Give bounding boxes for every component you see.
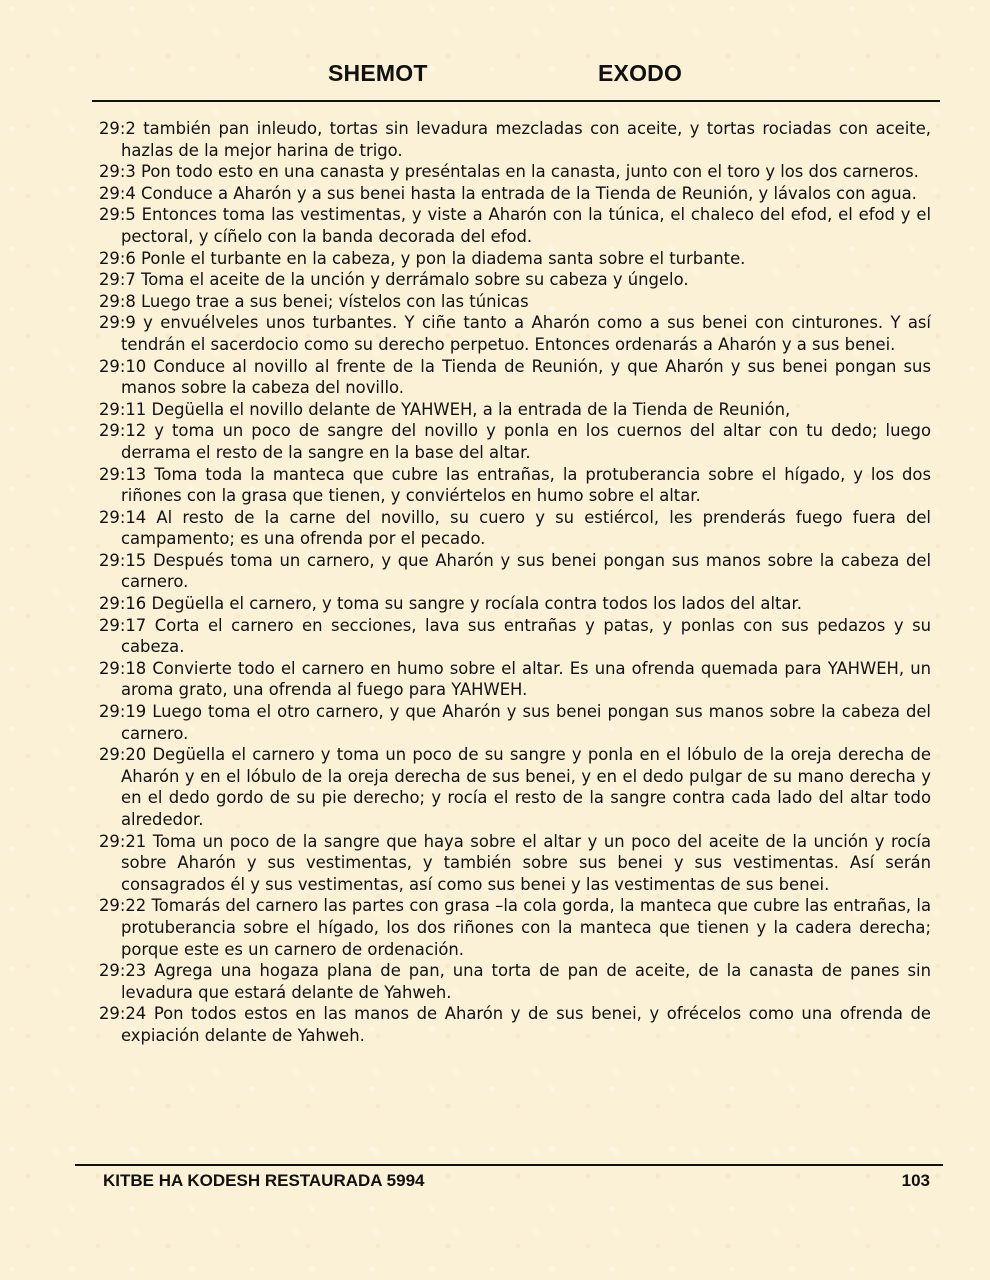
verse-29-5: 29:5 Entonces toma las vestimentas, y viste a Aharón con la túnica, el chaleco del efod, el efod y el pectoral, y cíñelo con la banda decorada del efod. (99, 205, 931, 246)
verse-29-19: 29:19 Luego toma el otro carnero, y que Aharón y sus benei pongan sus manos sobre la cabeza del carnero. (99, 702, 931, 743)
header-book-hebrew-title: SHEMOT (328, 60, 428, 86)
verse-29-18: 29:18 Convierte todo el carnero en humo sobre el altar. Es una ofrenda quemada para YAHWEH, un aroma grato, una ofrenda al fuego para YAHWEH. (99, 658, 931, 700)
verse-29-3: 29:3 Pon todo esto en una canasta y preséntalas en la canasta, junto con el toro y los dos carneros. (99, 162, 919, 182)
verse-29-24: 29:24 Pon todos estos en las manos de Aharón y de sus benei, y ofrécelos como una ofrenda de expiación delante de Yahweh. (99, 1004, 931, 1045)
verse-29-21: 29:21 Toma un poco de la sangre que haya sobre el altar y un poco del aceite de la unción y rocía sobre Aharón y sus vestimentas, y también sobre sus benei y sus vestimentas. Así serán consagrados él y sus vestimentas, así como sus benei y las vestimentas de sus benei. (99, 831, 931, 894)
verse-29-17: 29:17 Corta el carnero en secciones, lava sus entrañas y patas, y ponlas con sus pedazos y su cabeza. (99, 615, 931, 657)
verse-29-22: 29:22 Tomarás del carnero las partes con grasa –la cola gorda, la manteca que cubre las entrañas, la protuberancia sobre el hígado, los dos riñones con la manteca que tienen y la cadera derecha; porque este es un carnero de ordenación. (99, 896, 931, 959)
verse-29-15: 29:15 Después toma un carnero, y que Aharón y sus benei pongan sus manos sobre la cabeza del carnero. (99, 550, 931, 592)
verse-29-11: 29:11 Degüella el novillo delante de YAHWEH, a la entrada de la Tienda de Reunión, (99, 399, 791, 419)
header-book-spanish-title: EXODO (598, 60, 683, 86)
verse-29-10: 29:10 Conduce al novillo al frente de la Tienda de Reunión, y que Aharón y sus benei pongan sus manos sobre la cabeza del novillo. (99, 356, 931, 398)
page-number: 103 (901, 1171, 930, 1190)
verse-29-9: 29:9 y envuélveles unos turbantes. Y ciñe tanto a Aharón como a sus benei con cinturones. Y así tendrán el sacerdocio como su derecho perpetuo. Entonces ordenarás a Aharón y a sus benei. (99, 313, 931, 354)
running-header (0, 56, 990, 96)
verse-29-8: 29:8 Luego trae a sus benei; vístelos con las túnicas (99, 291, 529, 311)
verse-29-20: 29:20 Degüella el carnero y toma un poco de su sangre y ponla en el lóbulo de la oreja derecha de Aharón y en el lóbulo de la oreja derecha de sus benei, y en el dedo pulgar de su mano derecha y en el dedo gordo de su pie derecho; y rocía el resto de la sangre contra cada lado del altar todo alrededor. (99, 745, 931, 829)
verse-29-7: 29:7 Toma el aceite de la unción y derrámalo sobre su cabeza y úngelo. (99, 270, 689, 290)
footer-book-title: KITBE HA KODESH RESTAURADA 5994 (103, 1171, 425, 1190)
verse-29-6: 29:6 Ponle el turbante en la cabeza, y pon la diadema santa sobre el turbante. (99, 248, 746, 268)
verse-29-23: 29:23 Agrega una hogaza plana de pan, una torta de pan de aceite, de la canasta de panes sin levadura que estará delante de Yahweh. (99, 961, 931, 1002)
verse-29-2: 29:2 también pan inleudo, tortas sin levadura mezcladas con aceite, y tortas rociadas con aceite, hazlas de la mejor harina de trigo. (99, 119, 931, 160)
verse-29-13: 29:13 Toma toda la manteca que cubre las entrañas, la protuberancia sobre el hígado, y los dos riñones con la grasa que tienen, y conviértelos en humo sobre el altar. (99, 464, 931, 506)
verse-29-4: 29:4 Conduce a Aharón y a sus benei hasta la entrada de la Tienda de Reunión, y lávalos con agua. (99, 183, 917, 203)
verse-29-12: 29:12 y toma un poco de sangre del novillo y ponla en los cuernos del altar con tu dedo; luego derrama el resto de la sangre en la base del altar. (99, 421, 931, 462)
footer-rule (75, 1164, 943, 1166)
header-rule (92, 100, 940, 102)
verse-29-16: 29:16 Degüella el carnero, y toma su sangre y rocíala contra todos los lados del altar. (99, 594, 802, 614)
scripture-text (99, 118, 931, 1047)
verse-29-14: 29:14 Al resto de la carne del novillo, su cuero y su estiércol, les prenderás fuego fuera del campamento; es una ofrenda por el pecado. (99, 507, 931, 549)
